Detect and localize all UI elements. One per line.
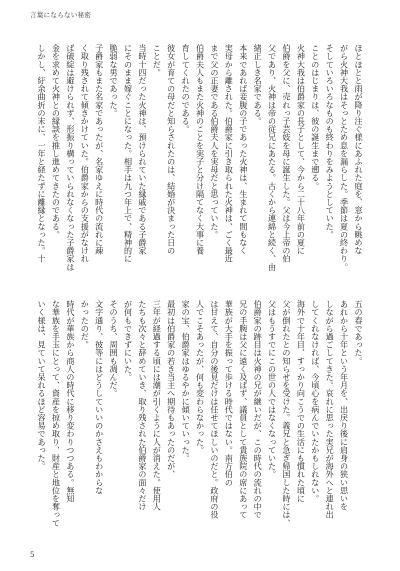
text-column: しかし、紆余曲折の末に、一年と経たずに離縁となった。十 (37, 44, 48, 263)
text-column: 時代が華族から商人の時代に移り変わりつつある。無知 (65, 300, 76, 503)
text-column: 最初は伯爵家の若き当主へ期待もあったのだが、 (166, 300, 177, 479)
text-column: ことのはじまりは、彼の誕生まで遡る。 (310, 44, 321, 190)
text-column: 伯爵家の跡目は火神の兄が継いだが、この時代の流れの中で (253, 300, 264, 519)
text-column: は甘えて、自分の後見だけは任せてほしいのだと。政府の役 (209, 300, 220, 519)
text-column: にそのまま嫁ぐことになった。相手は九つ年上で、精神的に (123, 44, 134, 263)
text-column: 実母から離された。伯爵家に引き取られた火神は、ごく最近 (224, 44, 235, 263)
page-number: 5 (30, 551, 35, 559)
text-column: 彼女が育ての母だと知らされたのは、結婚が決まった日の (166, 44, 177, 255)
text-column: 伯爵を父に、売れっ子芸妓を母に誕生した。父は今上帝の伯 (281, 44, 292, 263)
text-column: そのうち、周囲も凋んだ。 (109, 300, 120, 398)
text-column: 本来であれば妾腹の子であった火神は、生まれて間もなく (238, 44, 249, 255)
text-column: 五の春であった。 (354, 300, 364, 365)
text-column: たちも次々と辞めていき、取り残された伯爵家の面々だけ (137, 300, 148, 511)
text-column: かったのだ。 (80, 300, 91, 349)
text-column: が何もできずにいた。 (123, 300, 134, 381)
text-column: ほとほとと雨が降り注ぐ様にあふれた庭を、窓から眺めな (354, 44, 364, 255)
text-column: がら火神大我はそっとため息を漏らした。季節は夏の終わり。 (339, 44, 350, 271)
upper-text-block (34, 44, 366, 276)
text-column: 家の宝、伯爵家はゆるやかに傾いていった。 (181, 300, 192, 462)
text-column: いく様は、見ていて呆れるほど容易であった。 (37, 300, 48, 471)
text-column: く取り残されて傾きかけていた。伯爵家からの支援がなけれ (80, 44, 91, 263)
text-column: まで父の正妻である伯爵夫人を実母だと思っていた。 (209, 44, 220, 239)
text-column: ことだ。 (152, 44, 163, 77)
text-column: 兄の手腕は父に遠く及ばず、議員として貴族院の席にあって (238, 300, 249, 519)
text-column: 人でこそあったが、何も変わらなかった。 (195, 300, 206, 454)
text-column: 三年が経過する頃には潮が引くように人が消えた。使用人 (152, 300, 163, 511)
text-column: 育してくれたのである。 (181, 44, 192, 134)
text-column: 脆弱な男であった。 (109, 44, 120, 117)
running-head-title: 言葉にならない秘密 (30, 11, 92, 19)
lower-text-block (34, 300, 366, 532)
text-column: しながら過ごしてきた。哀れに思った実兄が海外へと連れ出 (325, 300, 336, 519)
text-column: 伯爵夫人もまた火神のことを実子と分け隔てなく大事に養 (195, 44, 206, 255)
text-column: そしていろいろなものも終わりをみようとしていた。 (325, 44, 336, 239)
text-column: 華族が大手を振って歩ける時代ではない。南方伯の (224, 300, 235, 487)
text-column: 文字通り、彼等にはどうしていいのかさえもわからな (94, 300, 105, 495)
text-column: してくれなければ、今頃心を病んでいたかもしれない。 (310, 300, 321, 503)
text-column: あれから十年という年月を、出戻り後に肩身の狭い思いを (339, 300, 350, 511)
text-column: 子爵家もまた名家であったが、名家ゆえに時代の流れに疎 (94, 44, 105, 255)
text-column: な華族を手玉にとって、資産を掠め取り、財産と地位を奪って (51, 300, 62, 527)
text-column: 父はもうすでにこの世の人ではなくなっていた。 (267, 300, 278, 479)
text-column: ば破綻は避けられず、形振り構っていられなくなった子爵家は (65, 44, 76, 271)
text-column: 金を求めて火神との縁談を推し進めてきたのである。 (51, 44, 62, 239)
text-column: 海外で十年目、すっかり向こうでの生活にも慣れた頃に (296, 300, 307, 503)
text-column: 父が倒れたとの知らせを受けた。義兄と急ぎ帰国した時には、 (281, 300, 292, 527)
text-column: 緒正しき名家である。 (253, 44, 264, 125)
text-column: 火神大我は伯爵家の長子として、今から二十八年前の夏に (296, 44, 307, 255)
text-column: 父であり、火神は帝の従兄にあたる。古くから連綿と続く、由 (267, 44, 278, 271)
text-column: 当時十四だった火神は、預けられていた縁戚である子爵家 (137, 44, 148, 255)
